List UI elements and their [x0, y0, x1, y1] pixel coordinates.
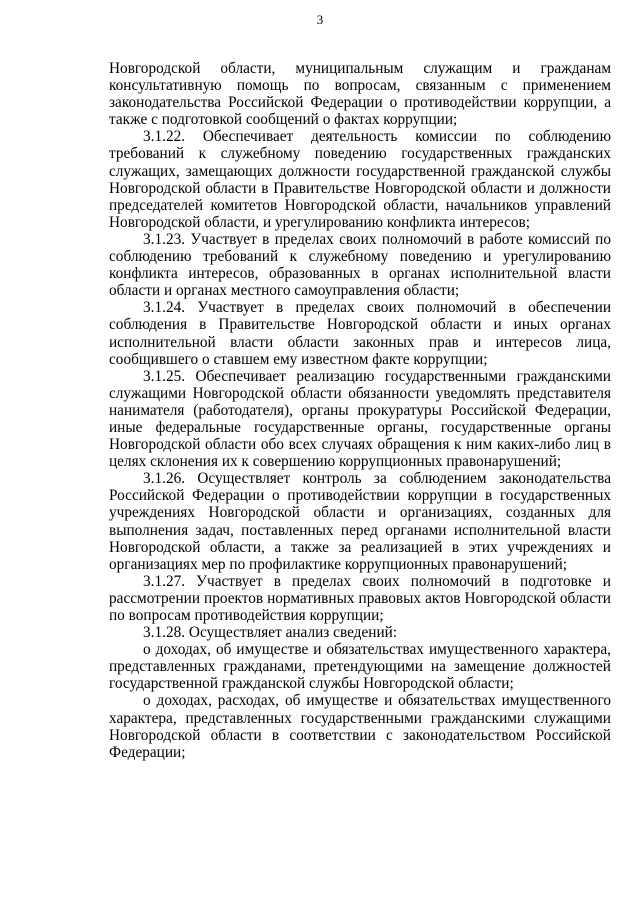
document-body	[109, 60, 611, 761]
paragraph-income-candidates: о доходах, об имуществе и обязательствах имущественного характера, представленных гражданами, претендующими на замещение должностей государственной гражданской службы Новгородской области;	[109, 641, 611, 693]
paragraph-3-1-24: 3.1.24. Участвует в пределах своих полномочий в обеспечении соблюдения в Правительстве Новгородской области и иных органах исполнительной власти области законных прав и интересов лица, сообщившего о ставшем ему известном факте коррупции;	[109, 299, 611, 368]
paragraph-3-1-28: 3.1.28. Осуществляет анализ сведений:	[143, 624, 398, 642]
paragraph-continuation: Новгородской области, муниципальным служащим и гражданам консультативную помощь по вопросам, связанным с применением законодательства Российской Федерации о противодействии коррупции, а также с подготовкой сообщений о фактах коррупции;	[109, 60, 611, 129]
paragraph-3-1-27: 3.1.27. Участвует в пределах своих полномочий в подготовке и рассмотрении проектов нормативных правовых актов Новгородской области по вопросам противодействия коррупции;	[109, 572, 611, 624]
paragraph-3-1-25: 3.1.25. Обеспечивает реализацию государственными гражданскими служащими Новгородской области обязанности уведомлять представителя нанимателя (работодателя), органы прокуратуры Российской Федерации, иные федеральные государственные органы, государственные органы Новгородской области обо всех случаях обращения к ним каких-либо лиц в целях склонения их к совершению коррупционных правонарушений;	[109, 367, 611, 471]
page-number: 3	[316, 12, 324, 27]
paragraph-income-servants: о доходах, расходах, об имуществе и обязательствах имущественного характера, представленных государственными гражданскими служащими Новгородской области в соответствии с законодательством Российской Федерации;	[109, 692, 611, 761]
paragraph-3-1-22: 3.1.22. Обеспечивает деятельность комиссии по соблюдению требований к служебному поведению государственных гражданских служащих, замещающих должности государственной гражданской службы Новгородской области в Правительстве Новгородской области и должности председателей комитетов Новгородской области, начальников управлений Новгородской области, и урегулированию конфликта интересов;	[109, 128, 611, 231]
paragraph-3-1-26: 3.1.26. Осуществляет контроль за соблюдением законодательства Российской Федерации о противодействии коррупции в государственных учреждениях Новгородской области и организациях, созданных для выполнения задач, поставленных перед органами исполнительной власти Новгородской области, а также за реализацией в этих учреждениях и организациях мер по профилактике коррупционных правонарушений;	[109, 470, 611, 573]
paragraph-3-1-23: 3.1.23. Участвует в пределах своих полномочий в работе комиссий по соблюдению требований к служебному поведению и урегулированию конфликта интересов, образованных в органах исполнительной власти области и органах местного самоуправления области;	[109, 230, 611, 300]
